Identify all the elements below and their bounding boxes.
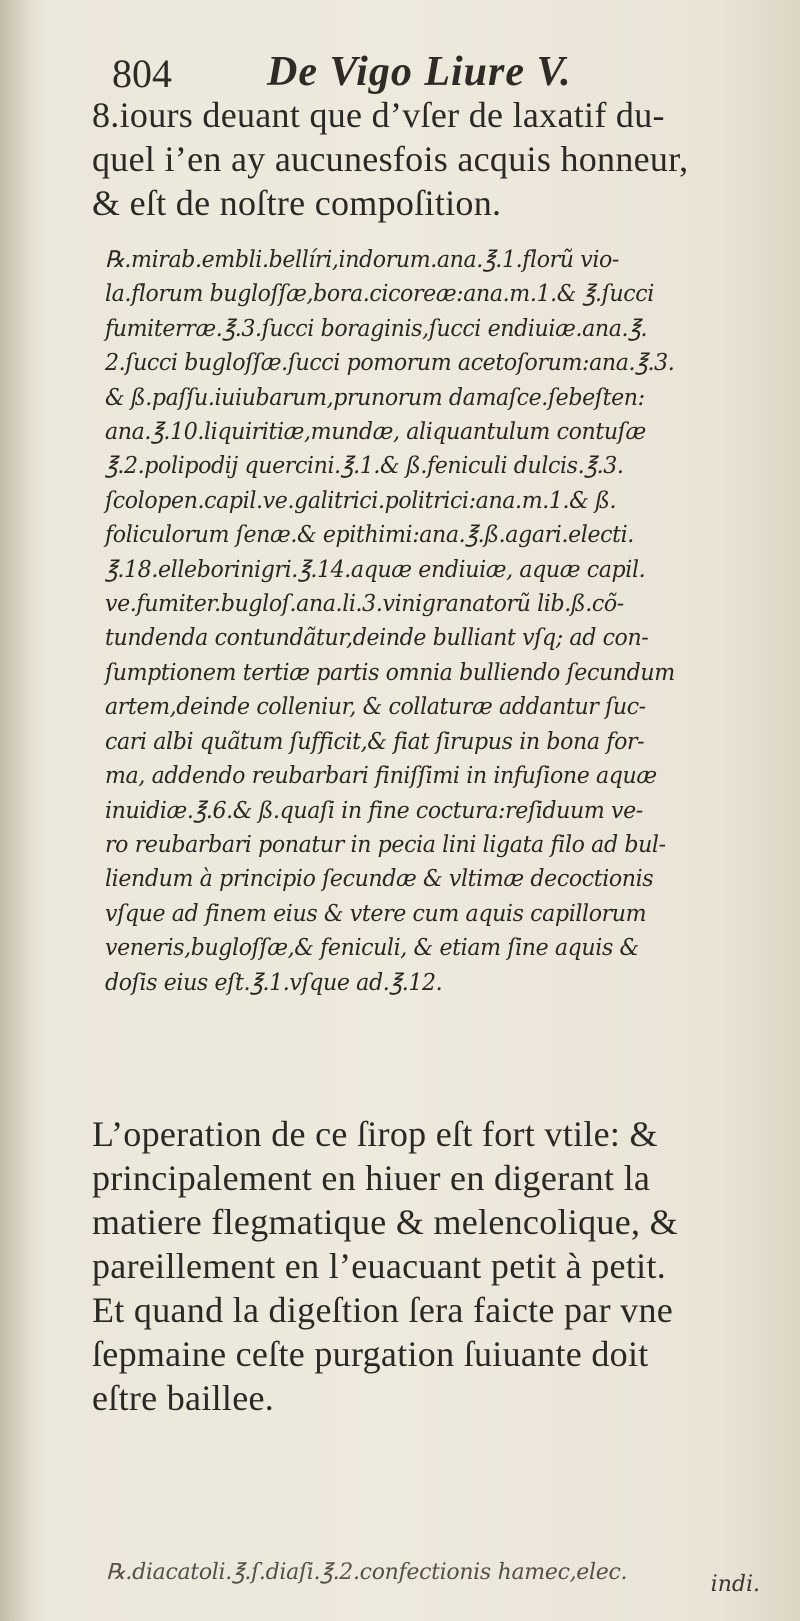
recipe-line: doſis eius eſt.℥.1.vſque ad.℥.12.: [105, 969, 443, 996]
recipe-line: ro reubarbari ponatur in pecia lini ligata filo ad bul-: [105, 831, 666, 858]
text-line: 8.iours deuant que d’vſer de laxatif du-: [92, 95, 665, 135]
recipe-line: ℞.mirab.embli.bellíri,indorum.ana.℥.1.florũ vio-: [105, 247, 620, 273]
recipe-line: ℥.2.polipodij quercini.℥.1.& ß.feniculi dulcis.℥.3.: [105, 453, 624, 480]
catchword: indi.: [710, 1572, 760, 1597]
paragraph-operation: [92, 1112, 782, 1420]
recipe-line: ℥.18.elleborinigri.℥.14.aquæ endiuiæ, aquæ capil.: [105, 556, 646, 583]
text-line: Et quand la digeſtion ſera faicte par vne: [92, 1290, 674, 1330]
recipe-line: foliculorum ſenæ.& epithimi:ana.℥.ß.agari.electi.: [105, 522, 634, 549]
recipe-line: vſque ad finem eius & vtere cum aquis capillorum: [105, 900, 647, 927]
recipe-line: 2.ſucci bugloſſæ.ſucci pomorum acetoſorum:ana.℥.3.: [105, 350, 675, 377]
text-line: & eſt de noſtre compoſition.: [92, 183, 502, 223]
page-header: [92, 40, 772, 100]
text-line: L’operation de ce ſirop eſt fort vtile: &: [92, 1114, 658, 1154]
recipe-line: inuidiæ.℥.6.& ß.quaſi in fine coctura:reſiduum ve-: [105, 797, 643, 824]
recipe-line: veneris,bugloſſæ,& feniculi, & etiam ſine aquis &: [105, 935, 639, 962]
recipe-start-line: ℞.diacatoli.℥.ſ.diaſi.℥.2.confectionis hamec,elec.: [106, 1560, 628, 1585]
recipe-line: & ß.paſſu.iuiubarum,prunorum damaſce.ſebeſten:: [105, 384, 645, 411]
text-line: matiere flegmatique & melencolique, &: [92, 1202, 678, 1242]
recipe-line: la.florum buglоſſæ,bora.cicoreæ:ana.m.1.& ℥.ſucci: [105, 281, 654, 308]
recipe-line: fumiterræ.℥.3.ſucci boraginis,ſucci endiuiæ.ana.℥.: [105, 315, 648, 342]
text-line: principalement en hiuer en digerant la: [92, 1158, 651, 1198]
recipe-line: tundenda contundãtur,deinde bulliant vſq; ad con-: [105, 625, 649, 652]
recipe-line: cari albi quãtum ſufficit,& fiat ſirupus in bona for-: [105, 728, 645, 755]
recipe-line: ma, addendo reubarbari finiſſimi in infuſione aquæ: [105, 763, 657, 790]
text-line: pareillement en l’euacuant petit à petit.: [92, 1246, 667, 1286]
paragraph-intro: [92, 93, 782, 225]
recipe-line: ſcolopen.capil.ve.galitrici.politrici:ana.m.1.& ß.: [105, 487, 617, 514]
page-number: 804: [112, 51, 172, 96]
text-line: ſepmaine ceſte purgation ſuiuante doit: [92, 1334, 649, 1374]
recipe-line: artem,deinde colleniur, & collaturæ addantur ſuc-: [105, 694, 646, 721]
recipe-block: [105, 243, 785, 1000]
text-line: quel i’en ay aucunesfois acquis honneur,: [92, 139, 689, 179]
recipe-line: ſumptionem tertiæ partis omnia bulliendo ſecundum: [105, 659, 675, 686]
running-head: De Vigo Liure V.: [267, 49, 572, 95]
text-line: eſtre baillee.: [92, 1378, 275, 1418]
recipe-line: ana.℥.10.liquiritiæ,mundæ, aliquantulum contuſæ: [105, 419, 646, 446]
recipe-line: ve.fumiter.bugloſ.ana.li.3.vinigranatorũ lib.ß.cõ-: [105, 591, 624, 618]
gutter-shadow: [0, 0, 34, 1621]
recipe-line: liendum à principio ſecundæ & vltimæ decoctionis: [105, 866, 654, 893]
